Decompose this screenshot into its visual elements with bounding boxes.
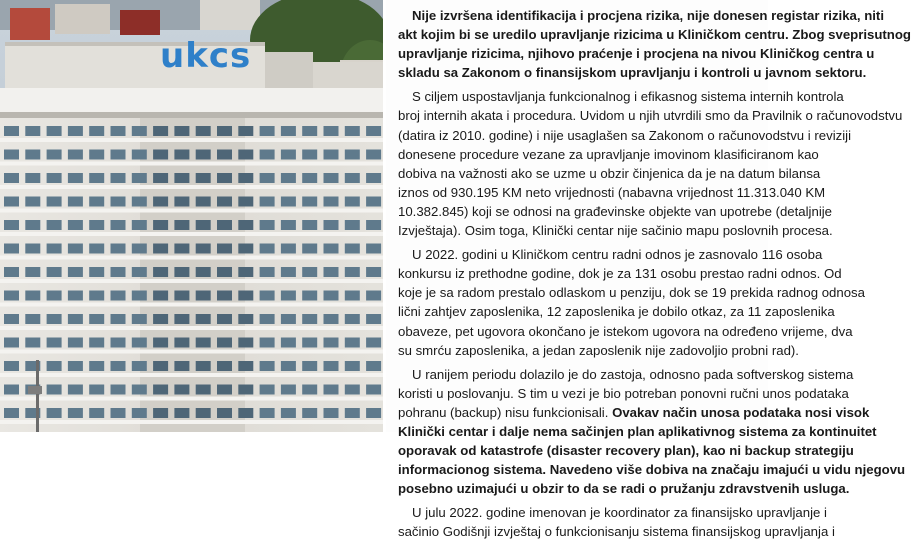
window: [153, 244, 168, 254]
body-text: 10.382.845) koji se odnosi na građevinske objekte van upotrebe (detaljnije: [398, 203, 833, 219]
window: [47, 338, 62, 348]
window: [366, 150, 381, 160]
bold-text: oporavak od katastrofe (disaster recovery plan), kao ni backup strategiju: [398, 443, 854, 459]
window: [217, 385, 232, 395]
window: [4, 361, 19, 371]
window: [47, 385, 62, 395]
window: [111, 385, 126, 395]
bold-text: Nije izvršena identifikacija i procjena rizika, nije donesen registar rizika, niti: [412, 8, 884, 23]
body-text: (datira iz 2010. godine) i nije usaglašen sa Zakonom o računovodstvu i reviziji: [398, 127, 852, 143]
window: [324, 126, 339, 136]
window: [89, 150, 104, 160]
window: [111, 220, 126, 230]
window: [281, 267, 296, 277]
document-line: [398, 44, 918, 63]
window: [196, 385, 211, 395]
bold-text: informacionog sistema. Navedeno više dobiva na značaju imajući u vidu njegovu: [398, 462, 906, 478]
window: [111, 314, 126, 324]
window: [174, 408, 189, 418]
bold-text: Ovakav način unosa podataka nosi visok: [612, 404, 870, 420]
bold-text: upravljanje rizicima, njihovo praćenje i procjena na nivou Kliničkog centra u: [398, 46, 875, 62]
window: [68, 126, 83, 136]
window: [260, 244, 275, 254]
window: [174, 338, 189, 348]
window: [345, 173, 360, 183]
body-text: su smrću zaposlenika, a jedan zaposlenik nije zadovoljio probni rad).: [398, 342, 799, 358]
window: [68, 244, 83, 254]
window: [366, 314, 381, 324]
body-text: pohranu (backup) nisu funkcionisali.: [398, 404, 613, 420]
window: [281, 150, 296, 160]
window: [196, 314, 211, 324]
window: [260, 291, 275, 301]
window: [302, 385, 317, 395]
window: [4, 173, 19, 183]
bold-text: skladu sa Zakonom o finansijskom upravljanju i kontroli u javnom sektoru.: [398, 65, 867, 81]
document-line: [398, 264, 918, 283]
window: [324, 173, 339, 183]
window: [260, 408, 275, 418]
document-line: [398, 479, 918, 498]
window: [132, 150, 147, 160]
document-line: [398, 403, 918, 422]
window: [217, 314, 232, 324]
window: [302, 408, 317, 418]
window: [174, 267, 189, 277]
window: [324, 150, 339, 160]
bold-text: Klinički centar i dalje nema sačinjen plan aplikativnog sistema za kontinuitet: [398, 423, 877, 439]
window: [217, 361, 232, 371]
window: [366, 220, 381, 230]
window: [68, 385, 83, 395]
document-line: [398, 365, 918, 384]
window: [174, 126, 189, 136]
document-line: [398, 145, 918, 164]
window: [132, 173, 147, 183]
window: [238, 126, 253, 136]
window: [111, 361, 126, 371]
window: [217, 244, 232, 254]
window: [89, 361, 104, 371]
window: [4, 408, 19, 418]
window: [4, 197, 19, 207]
window: [153, 197, 168, 207]
body-text: lični zahtjev zaposlenika, 12 zaposlenika je dobilo otkaz, za 11 zaposlenika: [398, 304, 835, 320]
window: [196, 291, 211, 301]
document-line: [398, 25, 918, 44]
window: [324, 408, 339, 418]
document-line: [398, 341, 918, 360]
window: [89, 126, 104, 136]
window: [153, 267, 168, 277]
window: [25, 267, 40, 277]
window: [47, 126, 62, 136]
window: [132, 267, 147, 277]
document-paragraph: [398, 6, 918, 82]
window: [281, 385, 296, 395]
body-text: U 2022. godini u Kliničkom centru radni odnos je zasnovalo 116 osoba: [412, 247, 823, 263]
window: [132, 126, 147, 136]
window: [111, 197, 126, 207]
window: [47, 267, 62, 277]
document-line: [398, 87, 918, 106]
window: [281, 314, 296, 324]
window: [47, 244, 62, 254]
window: [25, 314, 40, 324]
window: [4, 338, 19, 348]
window: [111, 173, 126, 183]
window: [366, 408, 381, 418]
window: [47, 220, 62, 230]
window: [260, 150, 275, 160]
window: [25, 220, 40, 230]
window: [345, 385, 360, 395]
window: [345, 267, 360, 277]
window: [260, 314, 275, 324]
body-text: obaveze, pet ugovora okončano je istekom ugovora na određeno vrijeme, dva: [398, 323, 853, 339]
window: [132, 361, 147, 371]
body-text: broj internih akata i procedura. Uvidom u njih utvrdili smo da Pravilnik o računovodstvu: [398, 108, 903, 124]
document-line: [398, 183, 918, 202]
window: [302, 126, 317, 136]
window: [68, 267, 83, 277]
window: [25, 244, 40, 254]
window: [89, 220, 104, 230]
window: [196, 244, 211, 254]
window: [260, 197, 275, 207]
window: [196, 150, 211, 160]
window: [111, 291, 126, 301]
window: [238, 244, 253, 254]
window: [217, 220, 232, 230]
document-text: [398, 6, 918, 547]
window: [345, 314, 360, 324]
window: [68, 173, 83, 183]
window: [238, 385, 253, 395]
window: [132, 408, 147, 418]
document-line: [398, 283, 918, 302]
window: [345, 291, 360, 301]
window: [260, 385, 275, 395]
window: [345, 150, 360, 160]
window: [238, 150, 253, 160]
body-text: iznos od 930.195 KM neto vrijednosti (nabavna vrijednost 11.313.040 KM: [398, 184, 826, 200]
window: [68, 220, 83, 230]
window: [196, 173, 211, 183]
document-line: [398, 164, 918, 183]
window: [174, 361, 189, 371]
window: [153, 408, 168, 418]
window: [238, 220, 253, 230]
window: [174, 314, 189, 324]
window: [302, 197, 317, 207]
window: [302, 361, 317, 371]
window: [132, 244, 147, 254]
window: [302, 314, 317, 324]
window: [4, 220, 19, 230]
window: [366, 385, 381, 395]
window: [174, 150, 189, 160]
window: [302, 244, 317, 254]
window: [4, 291, 19, 301]
window: [217, 150, 232, 160]
window: [281, 244, 296, 254]
window: [366, 126, 381, 136]
window: [238, 408, 253, 418]
window: [260, 173, 275, 183]
window: [238, 291, 253, 301]
window: [153, 314, 168, 324]
window: [238, 361, 253, 371]
window: [25, 197, 40, 207]
document-line: [398, 302, 918, 321]
window: [345, 244, 360, 254]
window: [174, 244, 189, 254]
document-paragraph: [398, 365, 918, 499]
document-line: [398, 245, 918, 264]
window: [196, 361, 211, 371]
hospital-sign: ukcs: [160, 36, 252, 76]
window: [25, 173, 40, 183]
window: [345, 220, 360, 230]
window: [324, 244, 339, 254]
body-text: U julu 2022. godine imenovan je koordinator za finansijsko upravljanje i: [412, 505, 827, 521]
window: [153, 291, 168, 301]
document-excerpt: [386, 0, 911, 540]
window: [196, 338, 211, 348]
window: [196, 408, 211, 418]
document-line: [398, 322, 918, 341]
window: [111, 150, 126, 160]
document-line: [398, 6, 918, 25]
window: [25, 338, 40, 348]
body-text: donesene procedure vezane za upravljanje imovinom klasificiranom kao: [398, 146, 819, 162]
window: [324, 267, 339, 277]
document-line: [398, 63, 918, 82]
window: [217, 267, 232, 277]
window: [153, 126, 168, 136]
window: [366, 338, 381, 348]
window: [260, 361, 275, 371]
window: [25, 150, 40, 160]
window: [366, 197, 381, 207]
window: [132, 220, 147, 230]
document-line: [398, 202, 918, 221]
document-line: [398, 126, 918, 145]
window: [281, 408, 296, 418]
window: [174, 173, 189, 183]
window: [217, 197, 232, 207]
window: [217, 173, 232, 183]
window: [260, 126, 275, 136]
window: [4, 314, 19, 324]
window: [238, 173, 253, 183]
window: [47, 291, 62, 301]
window: [174, 291, 189, 301]
document-paragraph: [398, 245, 918, 360]
window: [366, 244, 381, 254]
document-line: [398, 422, 918, 441]
window: [111, 338, 126, 348]
window: [111, 408, 126, 418]
document-line: [398, 522, 918, 541]
window: [25, 291, 40, 301]
window: [366, 173, 381, 183]
window: [132, 314, 147, 324]
window: [260, 338, 275, 348]
window: [153, 220, 168, 230]
window: [132, 385, 147, 395]
window: [68, 338, 83, 348]
window: [68, 197, 83, 207]
window: [132, 338, 147, 348]
document-line: [398, 106, 918, 125]
window: [68, 314, 83, 324]
window: [89, 408, 104, 418]
window: [345, 361, 360, 371]
window: [68, 408, 83, 418]
window: [238, 338, 253, 348]
window: [153, 338, 168, 348]
window: [324, 361, 339, 371]
window: [281, 291, 296, 301]
window: [89, 244, 104, 254]
bold-text: akt kojim bi se uredilo upravljanje rizicima u Kliničkom centru. Zbog sveprisutnog: [398, 27, 911, 43]
window: [68, 291, 83, 301]
window: [281, 197, 296, 207]
window: [302, 291, 317, 301]
window: [217, 126, 232, 136]
window: [324, 220, 339, 230]
window: [345, 408, 360, 418]
window: [47, 408, 62, 418]
bold-text: posebno uzimajući u obzir to da se radi o pružanju zdravstvenih usluga.: [398, 481, 850, 497]
window: [89, 338, 104, 348]
window: [281, 126, 296, 136]
window: [345, 126, 360, 136]
window: [238, 197, 253, 207]
window: [324, 291, 339, 301]
window: [89, 385, 104, 395]
window: [324, 197, 339, 207]
window: [324, 385, 339, 395]
window: [89, 173, 104, 183]
window: [366, 267, 381, 277]
window: [4, 150, 19, 160]
window: [25, 126, 40, 136]
window: [153, 361, 168, 371]
window: [47, 361, 62, 371]
window: [132, 197, 147, 207]
window: [89, 197, 104, 207]
window: [89, 314, 104, 324]
window: [196, 126, 211, 136]
window: [68, 361, 83, 371]
document-line: [398, 221, 918, 240]
window: [281, 361, 296, 371]
body-text: sačinio Godišnji izvještaj o funkcionisanju sistema finansijskog upravljanja i: [398, 524, 835, 540]
document-line: [398, 503, 918, 522]
body-text: Izvještaja). Osim toga, Klinički centar nije sačinio mapu poslovnih procesa.: [398, 223, 833, 239]
window: [89, 267, 104, 277]
window: [47, 314, 62, 324]
window: [4, 126, 19, 136]
document-line: [398, 384, 918, 403]
body-text: dobiva na važnosti ako se uzme u obzir činjenica da je na datum bilansa: [398, 165, 821, 181]
window: [153, 150, 168, 160]
window: [153, 173, 168, 183]
document-paragraph: [398, 503, 918, 541]
window: [111, 126, 126, 136]
window: [174, 197, 189, 207]
window: [238, 314, 253, 324]
window: [47, 197, 62, 207]
window: [324, 338, 339, 348]
body-text: koristi u poslovanju. S tim u vezi je bio potreban ponovni ručni unos podataka: [398, 385, 849, 401]
window: [260, 220, 275, 230]
window: [153, 385, 168, 395]
window: [281, 338, 296, 348]
window: [302, 173, 317, 183]
window: [217, 338, 232, 348]
body-text: koje je sa radom prestalo odlaskom u penziju, dok se 19 prekida radnog odnosa: [398, 285, 865, 301]
window: [89, 291, 104, 301]
window: [324, 314, 339, 324]
window: [174, 220, 189, 230]
window: [4, 267, 19, 277]
window: [196, 267, 211, 277]
window: [174, 385, 189, 395]
body-text: konkursu iz prethodne godine, dok je za 131 osobu prestao radni odnos. Od: [398, 266, 842, 282]
body-text: U ranijem periodu dolazilo je do zastoja, odnosno pada softverskog sistema: [412, 366, 854, 382]
document-line: [398, 441, 918, 460]
window: [366, 361, 381, 371]
hospital-building-photo: [0, 0, 383, 432]
window: [366, 291, 381, 301]
window: [111, 244, 126, 254]
window: [345, 197, 360, 207]
document-paragraph: [398, 87, 918, 240]
window: [302, 150, 317, 160]
window: [238, 267, 253, 277]
window: [217, 408, 232, 418]
window: [196, 197, 211, 207]
document-line: [398, 460, 918, 479]
body-text: S ciljem uspostavljanja funkcionalnog i efikasnog sistema internih kontrola: [412, 89, 844, 105]
window: [302, 338, 317, 348]
window: [345, 338, 360, 348]
window: [111, 267, 126, 277]
window: [281, 173, 296, 183]
window: [217, 291, 232, 301]
window: [302, 267, 317, 277]
window: [260, 267, 275, 277]
window: [196, 220, 211, 230]
window: [281, 220, 296, 230]
window: [47, 173, 62, 183]
window: [302, 220, 317, 230]
window: [47, 150, 62, 160]
window: [132, 291, 147, 301]
window: [4, 244, 19, 254]
window: [68, 150, 83, 160]
window: [4, 385, 19, 395]
